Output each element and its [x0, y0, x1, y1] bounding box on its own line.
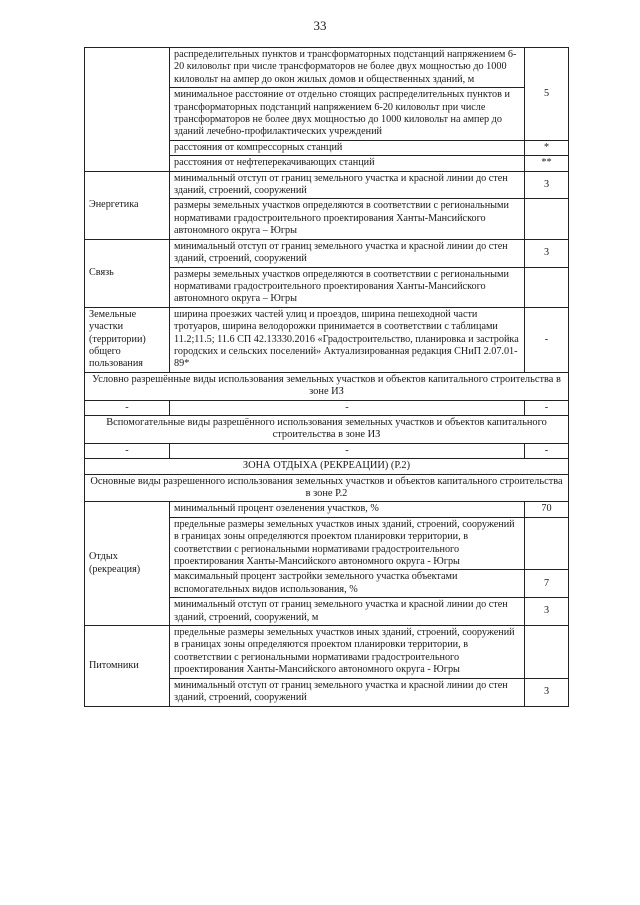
empty-cell — [525, 517, 569, 570]
empty-cell — [85, 48, 170, 172]
value-cell: 3 — [525, 239, 569, 267]
value-cell: * — [525, 140, 569, 155]
use-type-zemelnye: Земельные участки (территории) общего пользования — [85, 307, 170, 372]
table-row — [85, 502, 569, 517]
param-cell: предельные размеры земельных участков иных зданий, строений, сооружений в границах зоны определяются проектом планировки территории, в соответствии с региональными нормативами градостроительного проектирования Ханты-Мансийского автономного округа - Югры — [170, 626, 525, 679]
section-header-row — [85, 372, 569, 400]
use-type-pitomniki: Питомники — [85, 626, 170, 706]
param-cell: расстояния от нефтеперекачивающих станций — [170, 156, 525, 171]
empty-cell — [525, 267, 569, 307]
param-cell: минимальное расстояние от отдельно стоящих распределительных пунктов и трансформаторных подстанций напряжением 6-20 киловольт при числе трансформаторов не более двух мощностью до 1000 киловольт на ампер до зданий лечебно-профилактических учреждений — [170, 88, 525, 141]
regulations-table — [84, 47, 569, 707]
value-cell: 3 — [525, 678, 569, 706]
dash-cell: - — [525, 400, 569, 415]
empty-cell — [525, 199, 569, 239]
param-cell: размеры земельных участков определяются в соответствии с региональными нормативами градостроительного проектирования Ханты-Мансийского автономного округа – Югры — [170, 199, 525, 239]
section-header: Основные виды разрешенного использования земельных участков и объектов капитального строительства в зоне Р.2 — [85, 474, 569, 502]
param-cell: ширина проезжих частей улиц и проездов, ширина пешеходной части тротуаров, ширина велодорожки принимается в соответствии с таблицами 11.2;11.5; 11.6 СП 42.13330.2016 «Градостроительство, планировка и застройка городских и сельских поселений» Актуализированная редакция СНиП 2.07.01-89* — [170, 307, 525, 372]
empty-cell — [525, 626, 569, 679]
section-header: Условно разрешённые виды использования земельных участков и объектов капитального строительства в зоне ИЗ — [85, 372, 569, 400]
zone-title: ЗОНА ОТДЫХА (РЕКРЕАЦИИ) (Р.2) — [85, 459, 569, 474]
value-cell: 3 — [525, 598, 569, 626]
value-cell: - — [525, 307, 569, 372]
param-cell: распределительных пунктов и трансформаторных подстанций напряжением 6-20 киловольт при числе трансформаторов не более двух мощностью до 1000 киловольт на ампер до окон жилых домов и общественных зданий, м — [170, 48, 525, 88]
table-row — [85, 171, 569, 199]
table-row — [85, 239, 569, 267]
zone-title-row — [85, 459, 569, 474]
use-type-energetika: Энергетика — [85, 171, 170, 239]
value-cell: 5 — [525, 48, 569, 141]
param-cell: максимальный процент застройки земельного участка объектами вспомогательных видов использования, % — [170, 570, 525, 598]
param-cell: минимальный отступ от границ земельного участка и красной линии до стен зданий, строений, сооружений — [170, 678, 525, 706]
page-number: 33 — [313, 18, 327, 33]
param-cell: минимальный процент озеленения участков, % — [170, 502, 525, 517]
section-header-row — [85, 474, 569, 502]
value-cell: 3 — [525, 171, 569, 199]
value-cell: 7 — [525, 570, 569, 598]
param-cell: минимальный отступ от границ земельного участка и красной линии до стен зданий, строений, сооружений — [170, 171, 525, 199]
param-cell: размеры земельных участков определяются в соответствии с региональными нормативами градостроительного проектирования Ханты-Мансийского автономного округа – Югры — [170, 267, 525, 307]
dash-cell: - — [85, 443, 170, 458]
use-type-svyaz: Связь — [85, 239, 170, 307]
dash-cell: - — [170, 400, 525, 415]
dash-cell: - — [170, 443, 525, 458]
dash-cell: - — [85, 400, 170, 415]
table-row — [85, 443, 569, 458]
table-row — [85, 400, 569, 415]
param-cell: минимальный отступ от границ земельного участка и красной линии до стен зданий, строений, сооружений — [170, 239, 525, 267]
section-header-row — [85, 415, 569, 443]
dash-cell: - — [525, 443, 569, 458]
param-cell: расстояния от компрессорных станций — [170, 140, 525, 155]
section-header: Вспомогательные виды разрешённого использования земельных участков и объектов капитального строительства в зоне ИЗ — [85, 415, 569, 443]
table-row — [85, 626, 569, 679]
param-cell: минимальный отступ от границ земельного участка и красной линии до стен зданий, строений, сооружений, м — [170, 598, 525, 626]
table-row — [85, 307, 569, 372]
table-row — [85, 48, 569, 88]
value-cell: ** — [525, 156, 569, 171]
param-cell: предельные размеры земельных участков иных зданий, строений, сооружений в границах зоны определяются проектом планировки территории, в соответствии с региональными нормативами градостроительного проектирования Ханты-Мансийского автономного округа - Югры — [170, 517, 525, 570]
value-cell: 70 — [525, 502, 569, 517]
use-type-otdyh: Отдых (рекреация) — [85, 502, 170, 626]
